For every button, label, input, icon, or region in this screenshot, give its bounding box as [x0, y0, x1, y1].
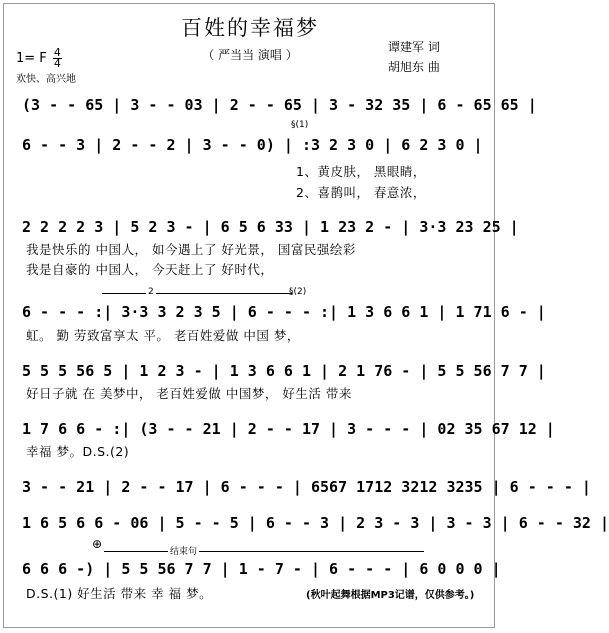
ending-bracket — [104, 551, 424, 552]
composer-credit: 胡旭东 曲 — [388, 60, 440, 74]
segno-marker-1: §(1) — [291, 120, 309, 130]
lyric-row-5: 好日子就 在 美梦中， 老百姓爱做 中国梦， 好生活 带来 — [26, 386, 352, 401]
performer-line: （ 严当当 演唱 ） — [202, 48, 298, 62]
notation-row-2: 6 - - 3 | 2 - - 2 | 3 - - 0) | :3 2 3 0 | 6 2 3 0 | — [22, 136, 483, 154]
tempo-marking: 欢快、高兴地 — [16, 74, 76, 85]
segno-marker-2: §(2) — [289, 287, 307, 297]
time-numerator: 4 — [53, 46, 61, 59]
lyric-row-3-verse-1: 我是快乐的 中国人， 如今遇上了 好光景， 国富民强绘彩 — [26, 242, 356, 257]
key-signature — [16, 48, 62, 69]
coda-symbol: ⊕ — [92, 537, 103, 551]
time-denominator: 4 — [53, 57, 61, 70]
notation-row-8: 1 6 5 6 6 - 06 | 5 - - 5 | 6 - - 3 | 2 3 - 3 | 3 - 3 | 6 - - 32 | — [22, 514, 609, 532]
lyric-row-6: 幸福 梦。D.S.(2) — [26, 444, 130, 459]
time-signature — [53, 48, 62, 69]
notation-row-9: 6 6 6 -) | 5 5 56 7 7 | 1 - 7 - | 6 - - - | 6 0 0 0 | — [22, 560, 501, 578]
volta-bracket — [102, 293, 292, 294]
key-label: 1= F — [16, 51, 47, 66]
notation-row-7: 3 - - 21 | 2 - - 17 | 6 - - - | 6567 1712 3212 3235 | 6 - - - | — [22, 478, 591, 496]
notation-row-5: 5 5 5 56 5 | 1 2 3 - | 1 3 6 6 1 | 2 1 76 - | 5 5 56 7 7 | — [22, 362, 546, 380]
lyric-row-2-verse-1: 1、黄皮肤， 黑眼睛， — [296, 164, 426, 179]
lyric-row-3-verse-2: 我是自豪的 中国人， 今天赶上了 好时代， — [26, 262, 274, 277]
lyricist-credit: 谭建军 词 — [388, 40, 440, 54]
song-title: 百姓的幸福梦 — [181, 16, 319, 40]
notation-row-6: 1 7 6 6 - :| (3 - - 21 | 2 - - 17 | 3 - - - | 02 35 67 12 | — [22, 420, 555, 438]
ending-label: 结束句 — [168, 544, 199, 557]
transcription-note: (秋叶起舞根据MP3记谱，仅供参考。) — [306, 590, 475, 601]
lyric-row-2-verse-2: 2、喜鹊叫， 春意浓， — [296, 185, 426, 200]
volta-number: 2 — [148, 287, 154, 297]
notation-row-3: 2 2 2 2 3 | 5 2 3 - | 6 5 6 33 | 1 23 2 - | 3·3 23 25 | — [22, 218, 519, 236]
lyric-row-4: 虹。 勤 劳致富享太 平。 老百姓爱做 中国 梦， — [26, 328, 300, 343]
notation-row-4: 6 - - - :| 3·3 3 2 3 5 | 6 - - - :| 1 3 6 6 1 | 1 71 6 - | — [22, 303, 546, 321]
notation-row-1: (3 - - 65 | 3 - - 03 | 2 - - 65 | 3 - 32 35 | 6 - 65 65 | — [22, 96, 537, 114]
lyric-row-9: D.S.(1) 好生活 带来 幸 福 梦。 — [26, 586, 213, 601]
